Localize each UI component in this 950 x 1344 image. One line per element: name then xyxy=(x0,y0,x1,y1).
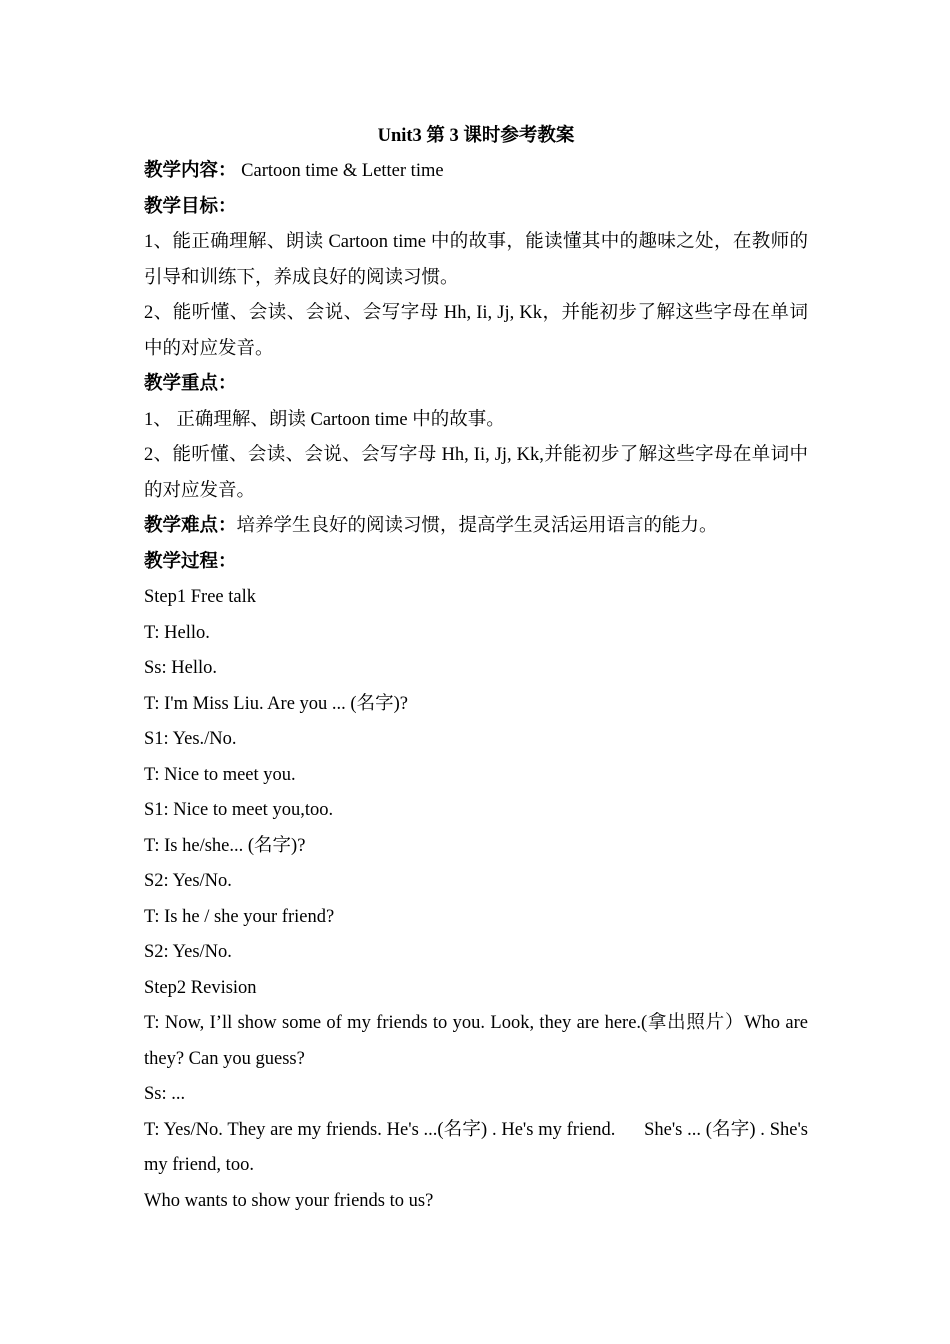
process-line: T: Now, I’ll show some of my friends to you. Look, they are here.(拿出照片）Who are they? Can you guess? xyxy=(144,1013,813,1069)
content-label: 教学内容： xyxy=(144,161,237,181)
process-line: Who wants to show your friends to us? xyxy=(144,1190,434,1211)
key-points-heading: 教学重点： xyxy=(144,374,237,394)
difficulty-value: 培养学生良好的阅读习惯，提高学生灵活运用语言的能力。 xyxy=(236,516,718,536)
process-line: T: Nice to meet you. xyxy=(144,764,296,785)
process-line: Step2 Revision xyxy=(144,977,257,998)
difficulty-label: 教学难点： xyxy=(144,516,237,536)
process-line: S1: Yes./No. xyxy=(144,729,237,749)
key-point-item: 1、 正确理解、朗读 Cartoon time 中的故事。 xyxy=(144,409,505,430)
process-line: T: Yes/No. They are my friends. He's ...(名字) . He's my friend. She's ... (名字) . She's my friend, too. xyxy=(144,1119,813,1175)
process-line: S1: Nice to meet you,too. xyxy=(144,800,334,820)
lesson-plan-body xyxy=(144,118,813,1219)
content-row xyxy=(144,154,808,190)
process-line: T: Is he/she... (名字)? xyxy=(144,835,306,856)
objectives-heading: 教学目标： xyxy=(144,196,237,217)
process-line: Step1 Free talk xyxy=(144,587,257,607)
content-value: Cartoon time & Letter time xyxy=(236,161,444,181)
process-line: T: Hello. xyxy=(144,622,210,643)
difficulty-row xyxy=(144,509,808,545)
process-heading: 教学过程： xyxy=(144,551,237,572)
objective-item: 1、能正确理解、朗读 Cartoon time 中的故事，能读懂其中的趣味之处，在教师的引导和训练下，养成良好的阅读习惯。 xyxy=(144,232,808,288)
objective-item: 2、能听懂、会读、会说、会写字母 Hh, Ii, Jj, Kk，并能初步了解这些字母在单词中的对应发音。 xyxy=(144,303,808,359)
process-line: T: Is he / she your friend? xyxy=(144,906,335,927)
process-line: Ss: ... xyxy=(144,1084,186,1104)
process-line: S2: Yes/No. xyxy=(144,942,232,962)
key-point-item: 2、能听懂、会读、会说、会写字母 Hh, Ii, Jj, Kk,并能初步了解这些字母在单词中的对应发音。 xyxy=(144,445,808,501)
process-line: Ss: Hello. xyxy=(144,658,217,678)
document-title: Unit3 第 3 课时参考教案 xyxy=(377,126,575,146)
process-line: S2: Yes/No. xyxy=(144,871,232,891)
process-line: T: I'm Miss Liu. Are you ... (名字)? xyxy=(144,693,408,714)
